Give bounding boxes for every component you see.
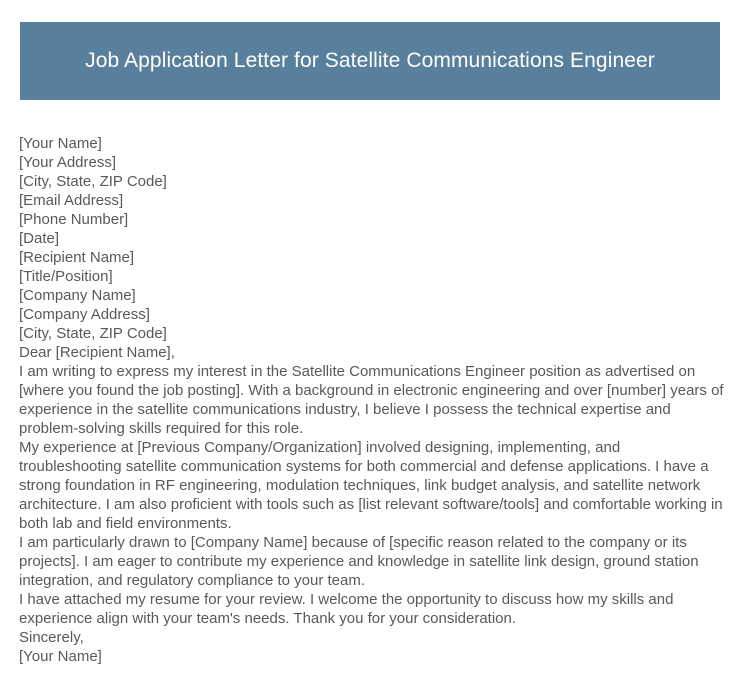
sender-line: [City, State, ZIP Code] xyxy=(19,173,167,190)
recipient-address-block xyxy=(19,248,725,343)
sender-address-block xyxy=(19,134,725,248)
document-header-banner xyxy=(20,22,720,100)
recipient-line: [Title/Position] xyxy=(19,268,113,285)
page-title: Job Application Letter for Satellite Communications Engineer xyxy=(85,49,655,73)
closing: Sincerely, xyxy=(19,629,84,646)
sender-line: [Email Address] xyxy=(19,192,124,209)
recipient-line: [City, State, ZIP Code] xyxy=(19,325,167,342)
recipient-line: [Recipient Name] xyxy=(19,249,135,266)
recipient-line: [Company Address] xyxy=(19,306,150,323)
sender-date-line: [Date] xyxy=(19,230,60,247)
body-paragraph: I have attached my resume for your review. I welcome the opportunity to discuss how my skills and experience align with your team's needs. Thank you for your consideration. xyxy=(19,591,674,627)
letter-body xyxy=(19,134,725,666)
sender-line: [Phone Number] xyxy=(19,211,129,228)
body-paragraph: I am particularly drawn to [Company Name] because of [specific reason related to the company or its projects]. I am eager to contribute my experience and knowledge in satellite link design, ground station integration, and regulatory compliance to your team. xyxy=(19,534,699,589)
body-paragraph: I am writing to express my interest in the Satellite Communications Engineer position as advertised on [where you found the job posting]. With a background in electronic engineering and over [number] years of experience in the satellite communications industry, I believe I possess the technical expertise and problem-solving skills required for this role. xyxy=(19,363,724,437)
signature: [Your Name] xyxy=(19,648,102,665)
sender-line: [Your Address] xyxy=(19,154,117,171)
recipient-line: [Company Name] xyxy=(19,287,136,304)
salutation: Dear [Recipient Name], xyxy=(19,344,175,361)
body-paragraph: My experience at [Previous Company/Organization] involved designing, implementing, and troubleshooting satellite communication systems for both commercial and defense applications. I have a strong foundation in RF engineering, modulation techniques, link budget analysis, and satellite network architecture. I am also proficient with tools such as [list relevant software/tools] and comfortable working in both lab and field environments. xyxy=(19,439,723,532)
sender-line: [Your Name] xyxy=(19,135,102,152)
